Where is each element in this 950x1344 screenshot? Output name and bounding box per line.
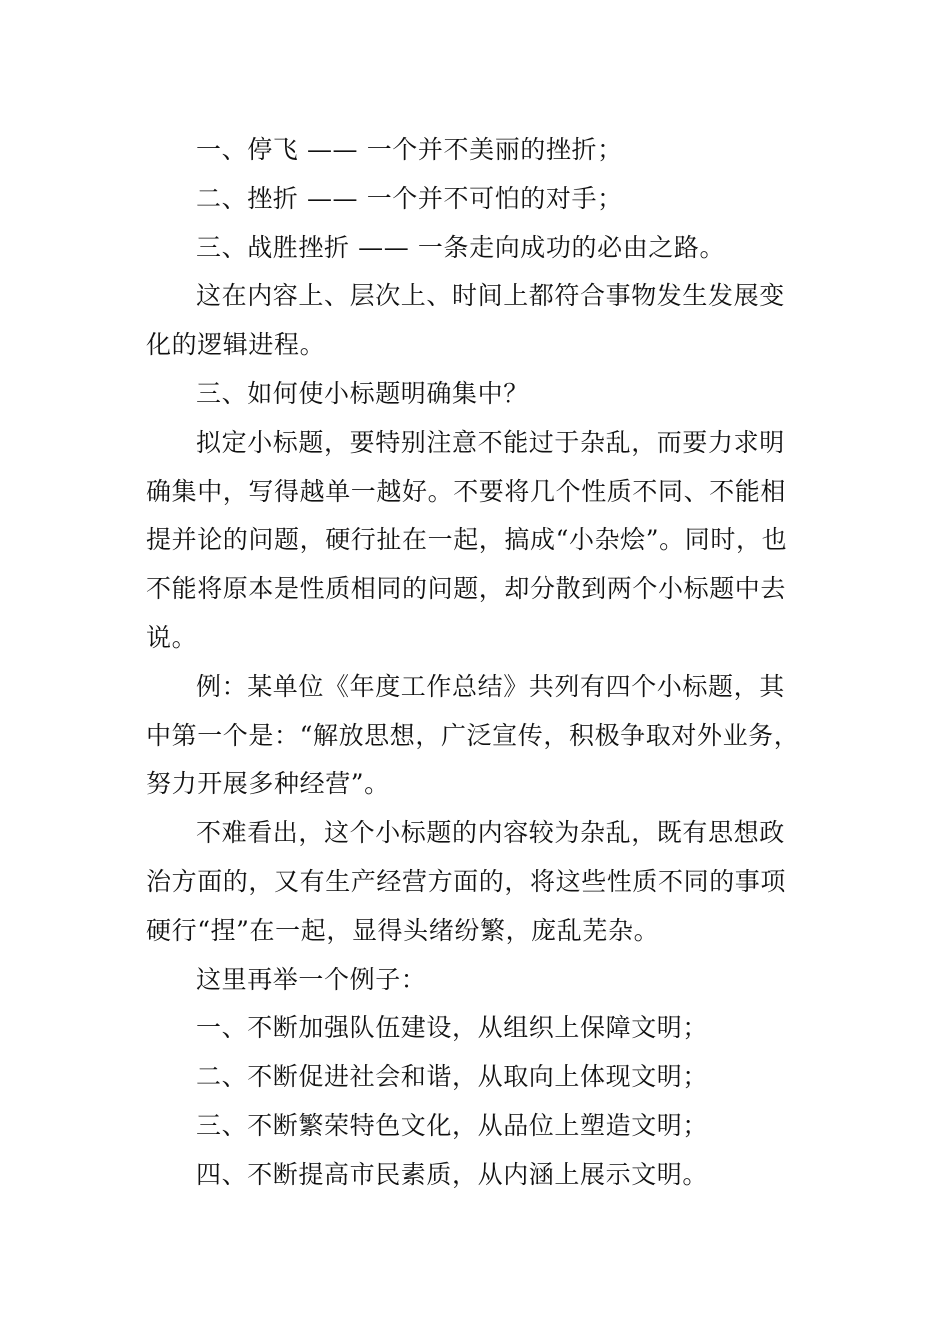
paragraph-example-analysis: 不难看出，这个小标题的内容较为杂乱，既有思想政治方面的，又有生产经营方面的，将这些性质不同的事项硬行“捏”在一起，显得头绪纷繁，庞乱芜杂。	[146, 818, 787, 945]
paragraph-logic-process: 这在内容上、层次上、时间上都符合事物发生发展变化的逻辑进程。	[146, 281, 785, 360]
list-item-stop-flight: 一、停飞 —— 一个并不美丽的挫折；	[196, 135, 623, 164]
list-item-culture: 三、不断繁荣特色文化，从品位上塑造文明；	[196, 1110, 709, 1140]
paragraph-another-example: 这里再举一个例子：	[196, 964, 427, 994]
document-body	[146, 126, 810, 1200]
list-item-social-harmony: 二、不断促进社会和谐，从取向上体现文明；	[196, 1062, 709, 1092]
list-item-overcome-setback: 三、战胜挫折 —— 一条走向成功的必由之路。	[196, 232, 726, 262]
list-item-setback: 二、挫折 —— 一个并不可怕的对手；	[196, 183, 623, 213]
list-item-team-building: 一、不断加强队伍建设，从组织上保障文明；	[196, 1013, 709, 1043]
list-item-citizen-quality: 四、不断提高市民素质，从内涵上展示文明。	[196, 1159, 709, 1189]
paragraph-subtitle-advice: 拟定小标题，要特别注意不能过于杂乱，而要力求明确集中，写得越单一越好。不要将几个性质不同、不能相提并论的问题，硬行扯在一起，搞成“小杂烩”。同时，也不能将原本是性质相同的问题，却分散到两个小标题中去说。	[146, 427, 788, 652]
section-heading-subtitle-focus: 三、如何使小标题明确集中？	[196, 378, 529, 408]
paragraph-example-summary: 例：某单位《年度工作总结》共列有四个小标题，其中第一个是：“解放思想，广泛宣传，积极争取对外业务，努力开展多种经营”。	[146, 671, 800, 799]
